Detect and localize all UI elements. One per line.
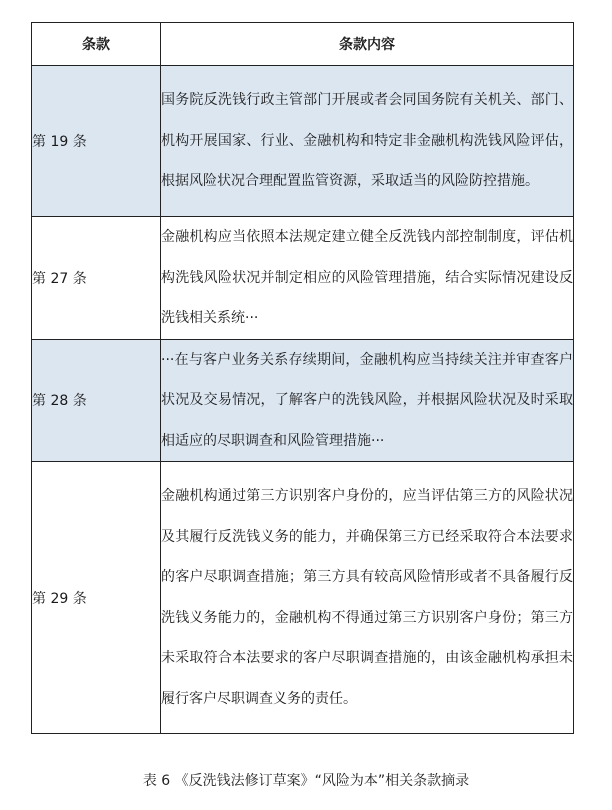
- clause-number: 第 28 条: [32, 339, 161, 462]
- clause-number: 第 29 条: [32, 462, 161, 734]
- table-row: [32, 66, 574, 217]
- clause-number: 第 27 条: [32, 217, 161, 340]
- clause-content: 金融机构通过第三方识别客户身份的，应当评估第三方的风险状况及其履行反洗钱义务的能力，并确保第三方已经采取符合本法要求的客户尽职调查措施；第三方具有较高风险情形或者不具备履行反洗钱义务能力的，金融机构不得通过第三方识别客户身份；第三方未采取符合本法要求的客户尽职调查措施的，由该金融机构承担未履行客户尽职调查义务的责任。: [161, 462, 574, 734]
- table-header-row: [32, 23, 574, 66]
- clause-number: 第 19 条: [32, 66, 161, 217]
- clause-content: 金融机构应当依照本法规定建立健全反洗钱内部控制制度，评估机构洗钱风险状况并制定相应的风险管理措施，结合实际情况建设反洗钱相关系统···: [161, 217, 574, 340]
- clause-content: ···在与客户业务关系存续期间，金融机构应当持续关注并审查客户状况及交易情况，了解客户的洗钱风险，并根据风险状况及时采取相适应的尽职调查和风险管理措施···: [161, 339, 574, 462]
- table-caption: 表 6 《反洗钱法修订草案》“风险为本”相关条款摘录: [142, 773, 470, 789]
- header-content: 条款内容: [161, 23, 574, 66]
- clause-content: 国务院反洗钱行政主管部门开展或者会同国务院有关机关、部门、机构开展国家、行业、金融机构和特定非金融机构洗钱风险评估，根据风险状况合理配置监管资源，采取适当的风险防控措施。: [161, 66, 574, 217]
- table-row: [32, 339, 574, 462]
- table-row: [32, 217, 574, 340]
- header-clause: 条款: [32, 23, 161, 66]
- table-row: [32, 462, 574, 734]
- clauses-table: [31, 22, 574, 734]
